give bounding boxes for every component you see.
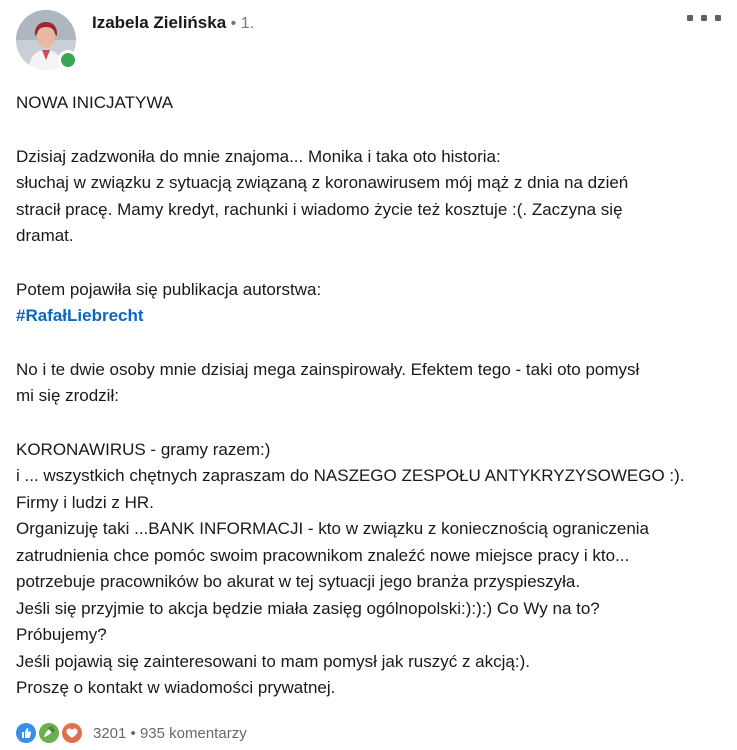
counts-separator: • (126, 724, 140, 742)
post-text-line: Dzisiaj zadzwoniła do mnie znajoma... Monika i taka oto historia: (16, 146, 501, 166)
dot-icon (715, 15, 721, 21)
post-text-line: Jeśli się przyjmie to akcja będzie miała zasięg ogólnopolski:):):) Co Wy na to? (16, 598, 600, 618)
social-counts-text (93, 725, 247, 742)
dot-icon (687, 15, 693, 21)
post-text-line: KORONAWIRUS - gramy razem:) (16, 439, 271, 459)
post-text-line: dramat. (16, 226, 74, 245)
reaction-icons[interactable] (16, 723, 85, 743)
connection-degree: 1. (240, 15, 255, 32)
social-counts (16, 720, 247, 746)
post-text-line: zatrudnienia chce pomóc swoim pracownikom znaleźć nowe miejsce pracy i kto... (16, 545, 630, 565)
post-text (16, 90, 728, 702)
blank-line (16, 250, 728, 277)
blank-line (16, 330, 728, 357)
post-text-line: Próbujemy? (16, 625, 107, 644)
post-text-line: stracił pracę. Mamy kredyt, rachunki i wiadomo życie też kosztuje :(. Zaczyna się (16, 199, 623, 219)
hashtag-link[interactable]: #RafałLiebrecht (16, 306, 144, 325)
post-text-line: Jeśli pojawią się zainteresowani to mam pomysł jak ruszyć z akcją:). (16, 651, 530, 671)
online-status-icon (58, 50, 78, 70)
celebrate-icon (39, 723, 59, 743)
like-icon (16, 723, 36, 743)
post-text-line: NOWA INICJATYWA (16, 93, 174, 112)
blank-line (16, 410, 728, 437)
author-avatar[interactable] (16, 10, 78, 72)
reaction-count[interactable]: 3201 (93, 724, 127, 742)
blank-line (16, 117, 728, 144)
post-text-line: i ... wszystkich chętnych zapraszam do NASZEGO ZESPOŁU ANTYKRYZYSOWEGO :). (16, 466, 685, 485)
author-name[interactable]: Izabela Zielińska (92, 13, 227, 32)
post-text-line: słuchaj w związku z sytuacją związaną z koronawirusem mój mąż z dnia na dzień (16, 173, 629, 192)
connection-separator: • (226, 15, 241, 32)
post-text-line: mi się zrodził: (16, 386, 119, 405)
post-text-line: Firmy i ludzi z HR. (16, 492, 154, 512)
dot-icon (701, 15, 707, 21)
post-text-line: Potem pojawiła się publikacja autorstwa: (16, 279, 322, 299)
post-text-line: Proszę o kontakt w wiadomości prywatnej. (16, 678, 336, 697)
comments-count[interactable]: 935 komentarzy (139, 724, 247, 742)
post-header (16, 8, 721, 74)
author-line (92, 12, 254, 35)
post-text-line: potrzebuje pracowników bo akurat w tej sytuacji jego branża przyspieszyła. (16, 572, 581, 591)
post-text-line: No i te dwie osoby mnie dzisiaj mega zainspirowały. Efektem tego - taki oto pomysł (16, 359, 640, 379)
post-text-line: Organizuję taki ...BANK INFORMACJI - kto w związku z koniecznością ograniczenia (16, 519, 650, 538)
love-icon (62, 723, 82, 743)
more-options-icon[interactable] (687, 8, 721, 28)
